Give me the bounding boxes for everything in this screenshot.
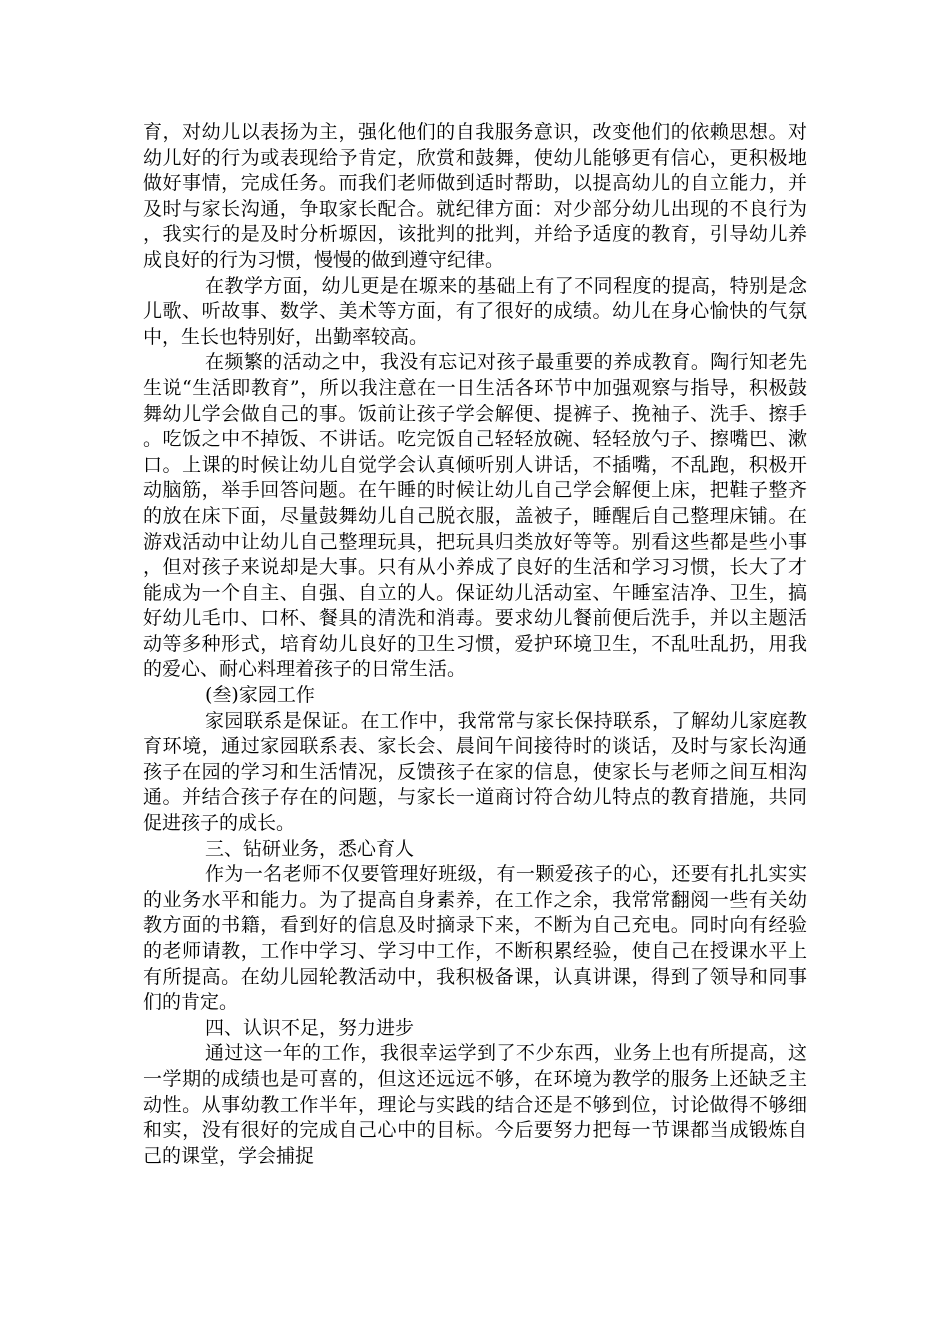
- section-heading-home-school: (叁)家园工作: [205, 684, 315, 707]
- paragraph-discipline: 育，对幼儿以表扬为主，强化他们的自我服务意识，改变他们的依赖思想。对幼儿好的行为或表现给予肯定，欣赏和鼓舞，使幼儿能够更有信心，更积极地做好事情，完成任务。而我们老师做到适时帮助，以提高幼儿的自立能力，并及时与家长沟通，争取家长配合。就纪律方面：对少部分幼儿出现的不良行为，我实行的是及时分析塬因，该批判的批判，并给予适度的教育，引导幼儿养成良好的行为习惯，慢慢的做到遵守纪律。: [143, 121, 807, 271]
- section-heading-shortcomings: 四、认识不足，努力进步: [205, 1016, 415, 1039]
- paragraph-teaching: 在教学方面，幼儿更是在塬来的基础上有了不同程度的提高，特别是念儿歌、听故事、数学、美术等方面，有了很好的成绩。幼儿在身心愉快的气氛中，生长也特别好，出勤率较高。: [143, 274, 807, 348]
- section-heading-professional: 三、钻研业务，悉心育人: [205, 837, 415, 860]
- paragraph-professional: 作为一名老师不仅要管理好班级，有一颗爱孩子的心，还要有扎扎实实的业务水平和能力。为了提高自身素养，在工作之余，我常常翻阅一些有关幼教方面的书籍，看到好的信息及时摘录下来，不断为自己充电。同时向有经验的老师请教，工作中学习、学习中工作，不断积累经验，使自己在授课水平上有所提高。在幼儿园轮教活动中，我积极备课，认真讲课，得到了领导和同事们的肯定。: [143, 863, 807, 1014]
- paragraph-habit-education: 在频繁的活动之中，我没有忘记对孩子最重要的养成教育。陶行知老先生说“生活即教育”，所以我注意在一日生活各环节中加强观察与指导，积极鼓舞幼儿学会做自己的事。饭前让孩子学会解便、提裤子、挽袖子、洗手、擦手。吃饭之中不掉饭、不讲话。吃完饭自己轻轻放碗、轻轻放勺子、擦嘴巴、漱口。上课的时候让幼儿自觉学会认真倾听别人讲话，不插嘴，不乱跑，积极开动脑筋，举手回答问题。在午睡的时候让幼儿自己学会解便上床，把鞋子整齐的放在床下面，尽量鼓舞幼儿自己脱衣服，盖被子，睡醒后自己整理床铺。在游戏活动中让幼儿自己整理玩具，把玩具归类放好等等。别看这些都是些小事，但对孩子来说却是大事。只有从小养成了良好的生活和学习习惯，长大了才能成为一个自主、自强、自立的人。保证幼儿活动室、午睡室洁净、卫生，搞好幼儿毛巾、口杯、餐具的清洗和消毒。要求幼儿餐前便后洗手，并以主题活动等多种形式，培育幼儿良好的卫生习惯，爱护环境卫生，不乱吐乱扔，用我的爱心、耐心料理着孩子的日常生活。: [143, 351, 807, 681]
- document-page: [143, 120, 807, 1169]
- paragraph-home-school: 家园联系是保证。在工作中，我常常与家长保持联系，了解幼儿家庭教育环境，通过家园联系表、家长会、晨间午间接待时的谈话，及时与家长沟通孩子在园的学习和生活情况，反馈孩子在家的信息，使家长与老师之间互相沟通。并结合孩子存在的问题，与家长一道商讨符合幼儿特点的教育措施，共同促进孩子的成长。: [143, 709, 807, 835]
- paragraph-shortcomings: 通过这一年的工作，我很幸运学到了不少东西，业务上也有所提高，这一学期的成绩也是可喜的，但这还远远不够，在环境为教学的服务上还缺乏主动性。从事幼教工作半年，理论与实践的结合还是不够到位，讨论做得不够细和实，没有很好的完成自己心中的目标。今后要努力把每一节课都当成锻炼自己的课堂，学会捕捉: [143, 1042, 807, 1167]
